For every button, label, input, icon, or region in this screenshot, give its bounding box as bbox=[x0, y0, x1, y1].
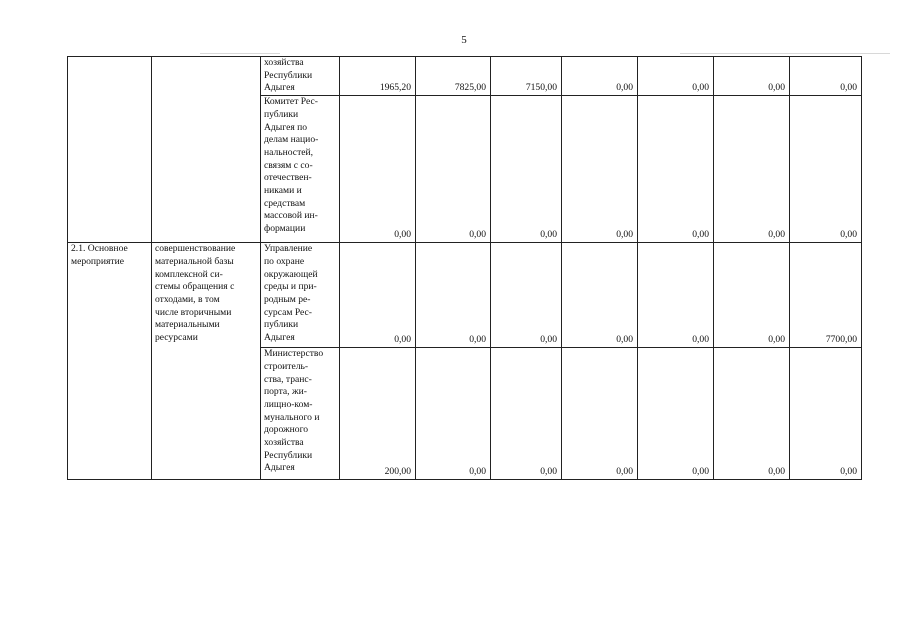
value-cell: 0,00 bbox=[790, 96, 862, 243]
value-cell: 7825,00 bbox=[416, 57, 491, 96]
value-cell: 1965,20 bbox=[340, 57, 416, 96]
value-cell: 0,00 bbox=[340, 243, 416, 348]
executor-cell: хозяйства Республики Адыгея bbox=[261, 57, 340, 96]
table-row bbox=[68, 57, 862, 96]
value-cell: 0,00 bbox=[638, 348, 714, 480]
table-row bbox=[68, 243, 862, 348]
executor-cell: Комитет Рес- публики Адыгея по делам нацио- нальностей, связям с со- отечествен- никами и средствам массовой ин- формации bbox=[261, 96, 340, 243]
description-cell bbox=[152, 57, 261, 243]
value-cell: 0,00 bbox=[638, 243, 714, 348]
value-cell: 0,00 bbox=[491, 243, 562, 348]
executor-cell: Министерство строитель- ства, транс- порта, жи- лищно-ком- мунального и дорожного хозяйства Республики Адыгея bbox=[261, 348, 340, 480]
value-cell: 200,00 bbox=[340, 348, 416, 480]
value-cell: 0,00 bbox=[416, 96, 491, 243]
value-cell: 0,00 bbox=[714, 96, 790, 243]
activity-cell: 2.1. Основное мероприятие bbox=[68, 243, 152, 480]
value-cell: 7700,00 bbox=[790, 243, 862, 348]
value-cell: 0,00 bbox=[416, 348, 491, 480]
value-cell: 0,00 bbox=[416, 243, 491, 348]
value-cell: 0,00 bbox=[562, 243, 638, 348]
value-cell: 0,00 bbox=[790, 57, 862, 96]
budget-table bbox=[67, 56, 862, 480]
value-cell: 0,00 bbox=[491, 96, 562, 243]
value-cell: 0,00 bbox=[714, 348, 790, 480]
value-cell: 0,00 bbox=[638, 57, 714, 96]
value-cell: 0,00 bbox=[562, 96, 638, 243]
value-cell: 0,00 bbox=[714, 57, 790, 96]
page-number: 5 bbox=[461, 34, 467, 46]
value-cell: 0,00 bbox=[562, 348, 638, 480]
scan-artifact-line bbox=[200, 53, 280, 54]
value-cell: 0,00 bbox=[491, 348, 562, 480]
executor-cell: Управление по охране окружающей среды и при- родным ре- сурсам Рес- публики Адыгея bbox=[261, 243, 340, 348]
table-body bbox=[68, 57, 862, 480]
value-cell: 0,00 bbox=[562, 57, 638, 96]
value-cell: 0,00 bbox=[638, 96, 714, 243]
activity-cell bbox=[68, 57, 152, 243]
value-cell: 0,00 bbox=[790, 348, 862, 480]
value-cell: 0,00 bbox=[714, 243, 790, 348]
value-cell: 7150,00 bbox=[491, 57, 562, 96]
description-cell: совершенствование материальной базы комплексной си- стемы обращения с отходами, в том числе вторичными материальными ресурсами bbox=[152, 243, 261, 480]
scan-artifact-line bbox=[680, 53, 890, 54]
value-cell: 0,00 bbox=[340, 96, 416, 243]
